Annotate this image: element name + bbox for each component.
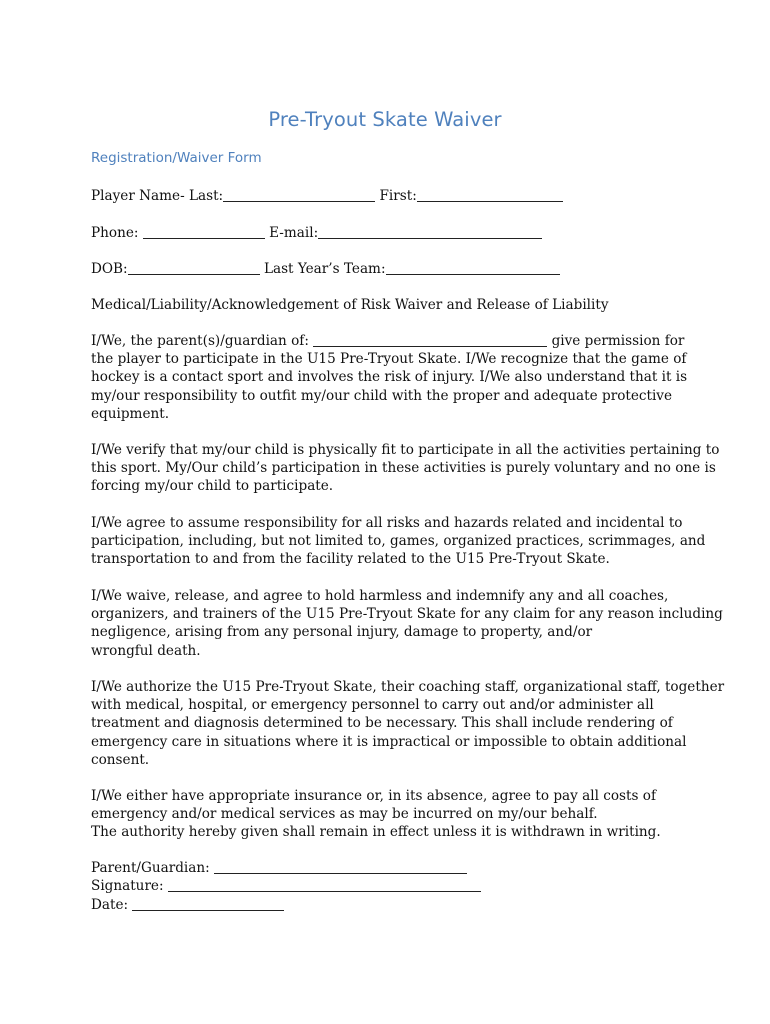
release-paragraph xyxy=(91,587,723,660)
dob-team-row xyxy=(91,260,560,278)
contact-row xyxy=(91,224,542,242)
player-name-row xyxy=(91,187,563,205)
email-field[interactable] xyxy=(318,226,542,239)
page-title: Pre-Tryout Skate Waiver xyxy=(268,108,502,131)
player-last-name-field[interactable] xyxy=(223,189,375,202)
last-year-team-label: Last Year’s Team: xyxy=(263,261,386,277)
email-label: E-mail: xyxy=(269,225,319,241)
paragraph-line: forcing my/our child to participate. xyxy=(91,478,334,495)
permission-first-line xyxy=(91,332,683,350)
date-label: Date: xyxy=(91,897,129,913)
phone-label: Phone: xyxy=(91,225,139,241)
paragraph-line: hockey is a contact sport and involves the risk of injury. I/We also understand that it is xyxy=(91,369,688,386)
guardian-of-label: I/We, the parent(s)/guardian of: xyxy=(91,333,309,349)
signature-label: Signature: xyxy=(91,878,164,894)
paragraph-line: this sport. My/Our child’s participation in these activities is purely voluntary and no one is xyxy=(91,460,716,477)
give-permission-text: give permission for xyxy=(551,333,685,349)
insurance-paragraph xyxy=(91,787,683,842)
child-name-field[interactable] xyxy=(313,334,547,347)
paragraph-line: I/We either have appropriate insurance or, in its absence, agree to pay all costs of xyxy=(91,788,657,804)
paragraph-line: I/We verify that my/our child is physically fit to participate in all the activities pertaining to xyxy=(91,442,720,458)
paragraph-line: my/our responsibility to outfit my/our child with the proper and adequate protective xyxy=(91,387,673,404)
paragraph-line: consent. xyxy=(91,751,150,768)
signature-row xyxy=(91,877,481,895)
parent-guardian-label: Parent/Guardian: xyxy=(91,860,210,876)
signature-field[interactable] xyxy=(168,879,481,892)
parent-guardian-field[interactable] xyxy=(214,861,467,874)
parent-guardian-row xyxy=(91,859,467,877)
paragraph-line: negligence, arising from any personal injury, damage to property, and/or xyxy=(91,624,593,641)
paragraph-line: transportation to and from the facility related to the U15 Pre-Tryout Skate. xyxy=(91,551,610,568)
dob-field[interactable] xyxy=(128,262,260,275)
form-subtitle: Registration/Waiver Form xyxy=(91,150,262,166)
medical-authorization-paragraph xyxy=(91,678,725,769)
responsibility-paragraph xyxy=(91,514,706,569)
player-first-label: First: xyxy=(379,188,417,204)
paragraph-line: the player to participate in the U15 Pre-Tryout Skate. I/We recognize that the game of xyxy=(91,351,687,368)
paragraph-line: emergency and/or medical services as may be incurred on my/our behalf. xyxy=(91,806,598,823)
paragraph-line: participation, including, but not limited to, games, organized practices, scrimmages, and xyxy=(91,533,706,550)
player-first-name-field[interactable] xyxy=(417,189,563,202)
paragraph-line: with medical, hospital, or emergency personnel to carry out and/or administer all xyxy=(91,697,654,714)
paragraph-line: equipment. xyxy=(91,405,170,422)
paragraph-line: wrongful death. xyxy=(91,642,201,659)
date-field[interactable] xyxy=(132,898,284,911)
dob-label: DOB: xyxy=(91,261,128,277)
paragraph-line: I/We waive, release, and agree to hold harmless and indemnify any and all coaches, xyxy=(91,588,669,604)
section-heading: Medical/Liability/Acknowledgement of Risk Waiver and Release of Liability xyxy=(91,297,609,313)
fitness-paragraph xyxy=(91,441,720,496)
paragraph-line: I/We agree to assume responsibility for all risks and hazards related and incidental to xyxy=(91,515,683,531)
date-row xyxy=(91,896,284,914)
phone-field[interactable] xyxy=(143,226,265,239)
player-last-label: Player Name- Last: xyxy=(91,188,224,204)
paragraph-line: organizers, and trainers of the U15 Pre-Tryout Skate for any claim for any reason including xyxy=(91,606,723,623)
last-year-team-field[interactable] xyxy=(386,262,560,275)
paragraph-line: emergency care in situations where it is impractical or impossible to obtain additional xyxy=(91,733,687,750)
paragraph-line: treatment and diagnosis determined to be necessary. This shall include rendering of xyxy=(91,715,673,732)
permission-paragraph xyxy=(91,332,688,423)
paragraph-line: I/We authorize the U15 Pre-Tryout Skate, their coaching staff, organizational staff, together xyxy=(91,679,725,695)
paragraph-line: The authority hereby given shall remain in effect unless it is withdrawn in writing. xyxy=(91,824,661,841)
